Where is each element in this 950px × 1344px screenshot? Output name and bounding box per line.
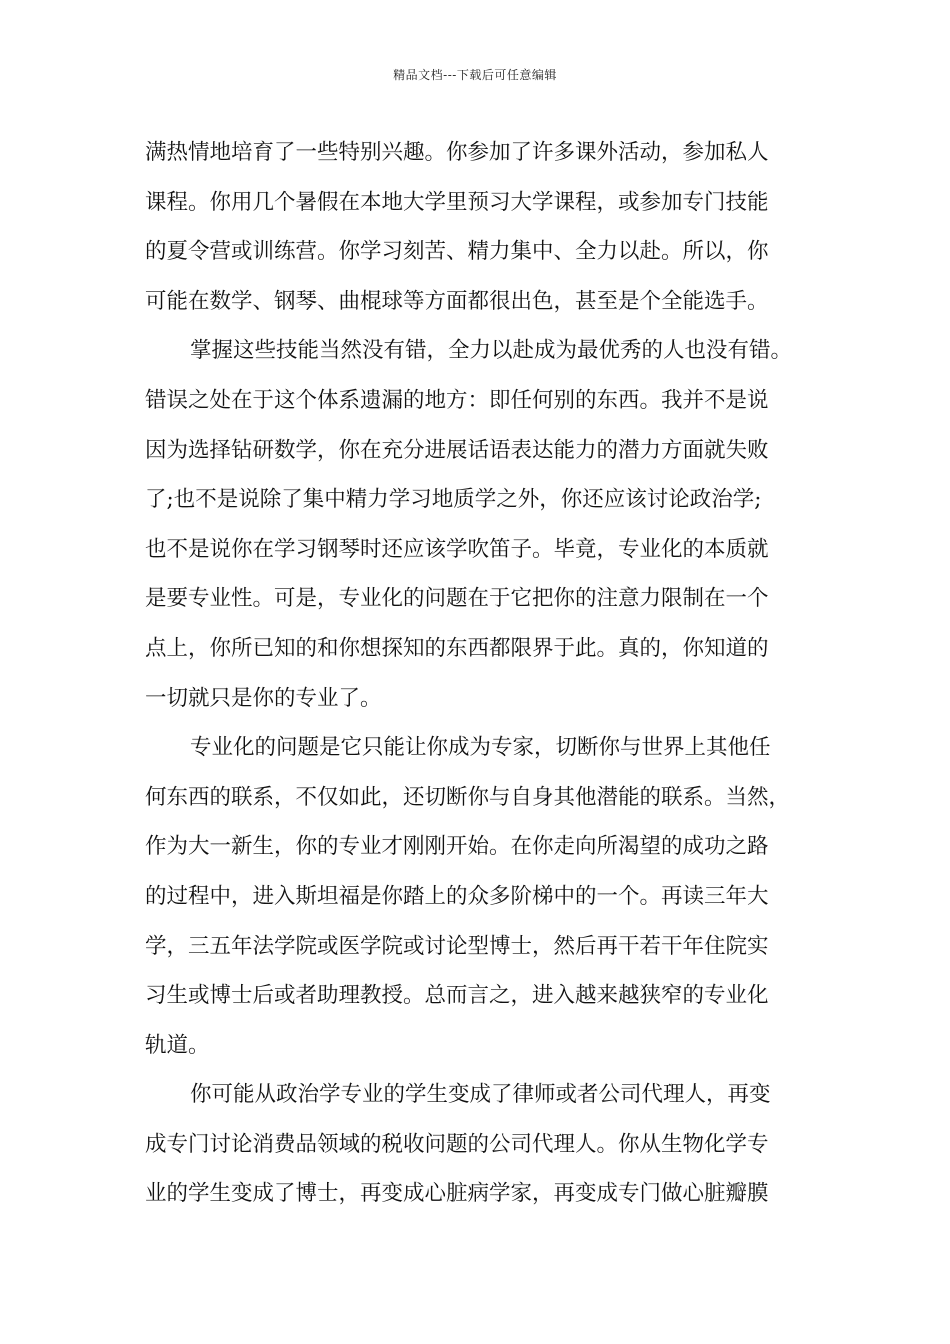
- text-line: 的夏令营或训练营。你学习刻苦、精力集中、全力以赴。所以，你: [145, 239, 769, 265]
- text-line: 错误之处在于这个体系遗漏的地方：即任何别的东西。我并不是说: [145, 387, 769, 413]
- paragraph-first-line: 你可能从政治学专业的学生变成了律师或者公司代理人，再变: [190, 1082, 771, 1108]
- text-line: 一切就只是你的专业了。: [145, 685, 382, 711]
- text-line: 因为选择钻研数学，你在充分进展话语表达能力的潜力方面就失败: [145, 437, 769, 463]
- paragraph-first-line: 掌握这些技能当然没有错，全力以赴成为最优秀的人也没有错。: [190, 338, 793, 364]
- text-line: 习生或博士后或者助理教授。总而言之，进入越来越狭窄的专业化: [145, 983, 769, 1009]
- text-line: 可能在数学、钢琴、曲棍球等方面都很出色，甚至是个全能选手。: [145, 288, 769, 314]
- text-line: 点上，你所已知的和你想探知的东西都限界于此。真的，你知道的: [145, 635, 769, 661]
- text-line: 轨道。: [145, 1032, 210, 1058]
- text-line: 课程。你用几个暑假在本地大学里预习大学课程，或参加专门技能: [145, 189, 769, 215]
- text-line: 学，三五年法学院或医学院或讨论型博士，然后再干若干年住院实: [145, 933, 769, 959]
- document-body: [145, 128, 805, 1219]
- paragraph-first-line: 专业化的问题是它只能让你成为专家，切断你与世界上其他任: [190, 735, 771, 761]
- text-line: 是要专业性。可是，专业化的问题在于它把你的注意力限制在一个: [145, 586, 769, 612]
- text-line: 了;也不是说除了集中精力学习地质学之外，你还应该讨论政治学;: [145, 487, 762, 513]
- text-line: 成专门讨论消费品领域的税收问题的公司代理人。你从生物化学专: [145, 1131, 769, 1157]
- text-line: 何东西的联系，不仅如此，还切断你与自身其他潜能的联系。当然，: [145, 784, 791, 810]
- text-line: 的过程中，进入斯坦福是你踏上的众多阶梯中的一个。再读三年大: [145, 883, 769, 909]
- page-header: 精品文档---下载后可任意编辑: [393, 68, 557, 82]
- text-line: 作为大一新生，你的专业才刚刚开始。在你走向所渴望的成功之路: [145, 834, 769, 860]
- text-line: 满热情地培育了一些特别兴趣。你参加了许多课外活动，参加私人: [145, 140, 769, 165]
- text-line: 业的学生变成了博士，再变成心脏病学家，再变成专门做心脏瓣膜: [145, 1181, 769, 1207]
- text-line: 也不是说你在学习钢琴时还应该学吹笛子。毕竟，专业化的本质就: [145, 536, 769, 562]
